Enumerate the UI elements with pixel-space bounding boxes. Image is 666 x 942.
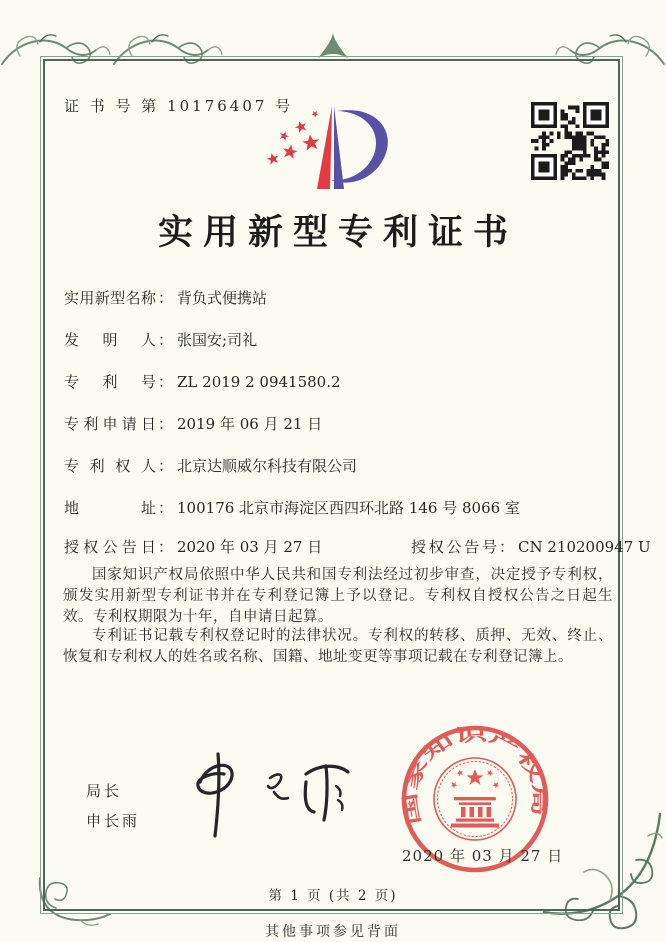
legal-paragraph-2: 专利证书记载专利权登记时的法律状况。专利权的转移、质押、无效、终止、恢复和专利权人的姓名或名称、国籍、地址变更等事项记载在专利登记簿上。 xyxy=(63,628,613,665)
field-label: 专利申请日 xyxy=(64,415,156,433)
seal-date: 2020 年 03 月 27 日 xyxy=(402,847,564,865)
field-row-address: 地址 ： 100176 北京市海淀区西四环北路 146 号 8066 室 xyxy=(64,499,520,517)
director-title: 局长 xyxy=(86,782,123,800)
field-value: 2019 年 06 月 21 日 xyxy=(177,415,323,433)
field-row-patentee: 专利权人 ： 北京达顺威尔科技有限公司 xyxy=(64,457,358,475)
field-label: 授权公告日 xyxy=(64,538,156,556)
national-emblem-icon xyxy=(449,769,501,828)
field-label: 实用新型名称 xyxy=(64,289,156,307)
field-label: 地址 xyxy=(64,499,156,517)
field-value: 2020 年 03 月 27 日 xyxy=(177,538,323,556)
field-value: 背负式便携站 xyxy=(177,289,268,307)
field-label: 专利号 xyxy=(64,373,156,391)
field-row-filing-date: 专利申请日 ： 2019 年 06 月 21 日 xyxy=(64,415,323,433)
certificate-title: 实用新型专利证书 xyxy=(157,212,518,253)
field-label: 授权公告号 xyxy=(411,538,497,556)
field-value: 100176 北京市海淀区西四环北路 146 号 8066 室 xyxy=(177,499,520,517)
qr-code xyxy=(531,102,609,180)
field-row-grant: 授权公告日 ： 2020 年 03 月 27 日 授权公告号 ： CN 210200947 U xyxy=(64,538,651,556)
field-row-patent-number: 专利号 ： ZL 2019 2 0941580.2 xyxy=(64,373,341,391)
field-row-inventor: 发明人 ： 张国安;司礼 xyxy=(64,331,258,349)
page-number: 第 1 页 (共 2 页) xyxy=(268,888,398,904)
grant-publication-number: 授权公告号 ： CN 210200947 U xyxy=(411,538,651,556)
seal-text: 国家知识产权局 xyxy=(401,725,549,827)
director-name: 申长雨 xyxy=(86,812,141,830)
certificate-number: 证 书 号 第 10176407 号 xyxy=(64,97,294,115)
field-row-utility-model-name: 实用新型名称 ： 背负式便携站 xyxy=(64,289,268,307)
field-value: 北京达顺威尔科技有限公司 xyxy=(177,457,358,475)
cnipa-logo-icon xyxy=(253,101,433,197)
field-label: 发明人 xyxy=(64,331,156,349)
footer-note: 其他事项参见背面 xyxy=(265,924,401,940)
field-value: 张国安;司礼 xyxy=(177,331,258,349)
field-value: CN 210200947 U xyxy=(518,538,651,556)
legal-paragraph-1: 国家知识产权局依照中华人民共和国专利法经过初步审查，决定授予专利权，颁发实用新型专利证书并在专利登记簿上予以登记。专利权自授权公告之日起生效。专利权期限为十年，自申请日起算。 xyxy=(63,567,613,625)
director-signature xyxy=(178,748,363,846)
field-value: ZL 2019 2 0941580.2 xyxy=(177,373,341,391)
field-label: 专利权人 xyxy=(64,457,156,475)
